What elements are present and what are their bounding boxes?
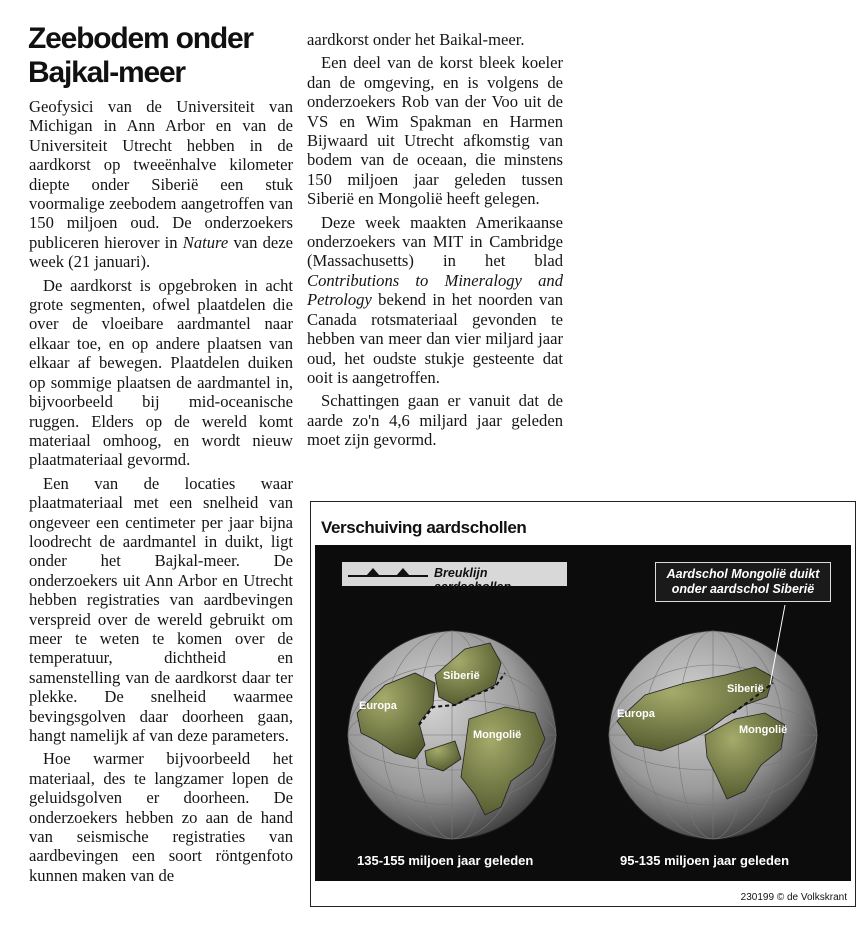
- infographic-panel: [315, 545, 851, 881]
- legend-label: Breuklijn aardschollen: [434, 566, 512, 594]
- paragraph-6-text-a: Deze week maakten Amerikaanse onderzoekers van MIT in Cambridge (Massachusetts) in het blad: [307, 212, 563, 271]
- headline: Zeebodem onder Bajkal-meer: [28, 22, 253, 89]
- legend: [342, 562, 567, 594]
- paragraph-6-text-b: bekend in het noorden van Canada rotsmateriaal gevonden te hebben van meer dan vier miljard jaar oud, het oudste stukje gesteente dat ooit is aangetroffen.: [307, 290, 563, 387]
- paragraph-5: Een deel van de korst bleek koeler dan de omgeving, en is volgens de onderzoekers Rob van der Voo uit de VS en Wim Spakman en Harmen Bijwaard uit Utrecht afkomstig van bodem van de oceaan, die minstens 150 miljoen jaar geleden tussen Siberië en Mongolië heeft gelegen.: [307, 53, 563, 209]
- paragraph-2: De aardkorst is opgebroken in acht grote segmenten, ofwel plaatdelen die over de vloeibare aardmantel naar elkaar toe, en op andere plaatsen van elkaar af bewegen. Plaatdelen duiken op sommige plaatsen de aardmantel in, bijvoorbeeld bij mid-oceanische ruggen. Elders op de wereld komt materiaal omhoog, en wordt nieuw plaatmateriaal gevormd.: [29, 275, 293, 470]
- paragraph-continued: aardkorst onder het Baikal-meer.: [307, 30, 525, 49]
- callout-line-1: Aardschol Mongolië duikt: [666, 567, 820, 581]
- paragraph-3: Een van de locaties waar plaatmateriaal met een snelheid van ongeveer een centimeter per jaar bijna loodrecht de aardmantel in duikt, ligt onder het Bajkal-meer. De onderzoekers uit Ann Arbor en Utrecht hebben registraties van aardbevingen verspreid over de wereld gebruikt om meer te weten te komen over de temperatuur, dichtheid en samenstelling van de aardkorst daar ter plekke. De snelheid waarmee bevingsgolven daar doorheen gaan, hangt namelijk af van deze parameters.: [29, 473, 293, 745]
- globe-1-label-europa: Europa: [359, 700, 397, 712]
- globe-1-label-mongolie: Mongolië: [473, 729, 522, 741]
- globe-2-label-europa: Europa: [617, 708, 655, 720]
- callout: [655, 562, 831, 602]
- globe-2: [609, 605, 817, 839]
- infographic-title: Verschuiving aardschollen: [321, 518, 527, 537]
- globe-2-label-mongolie: Mongolië: [739, 724, 788, 736]
- infographic: [310, 501, 856, 907]
- paragraph-6: [307, 213, 563, 388]
- globe-1-label-siberie: Siberië: [443, 670, 480, 682]
- fault-line-icon: [348, 566, 428, 580]
- paragraph-7: Schattingen gaan er vanuit dat de aarde zo'n 4,6 miljard jaar geleden moet zijn gevormd.: [307, 391, 563, 450]
- journal-name-2: Contributions to Mineralogy and Petrology: [307, 270, 563, 310]
- credit: 230199 © de Volkskrant: [740, 892, 847, 903]
- paragraph-1-text-b: van deze week (21 januari).: [29, 232, 293, 272]
- paragraph-1-text-a: Geofysici van de Universiteit van Michigan in Ann Arbor en van de Universiteit Utrecht hebben in de aardkorst op tweeënhalve kilometer diepte onder Siberië een stuk voormalige zeebodem aangetroffen van 150 miljoen oud. De onderzoekers publiceren hierover in: [29, 97, 293, 252]
- globe-1: [348, 631, 556, 839]
- globe-2-label-siberie: Siberië: [727, 683, 764, 695]
- journal-name: Nature: [182, 232, 229, 252]
- paragraph-1: [29, 97, 293, 272]
- paragraph-4: Hoe warmer bijvoorbeeld het materiaal, des te langzamer lopen de geluidsgolven er doorheen. De onderzoekers hebben zo aan de hand van seismische registraties van aardbevingen een soort röntgenfoto kunnen maken van de: [29, 749, 293, 885]
- article-column-2: [307, 30, 563, 454]
- callout-line-2: onder aardschol Siberië: [671, 582, 815, 596]
- globe-1-caption: 135-155 miljoen jaar geleden: [357, 853, 534, 868]
- article-column-1: [29, 97, 293, 889]
- globe-2-caption: 95-135 miljoen jaar geleden: [620, 853, 790, 868]
